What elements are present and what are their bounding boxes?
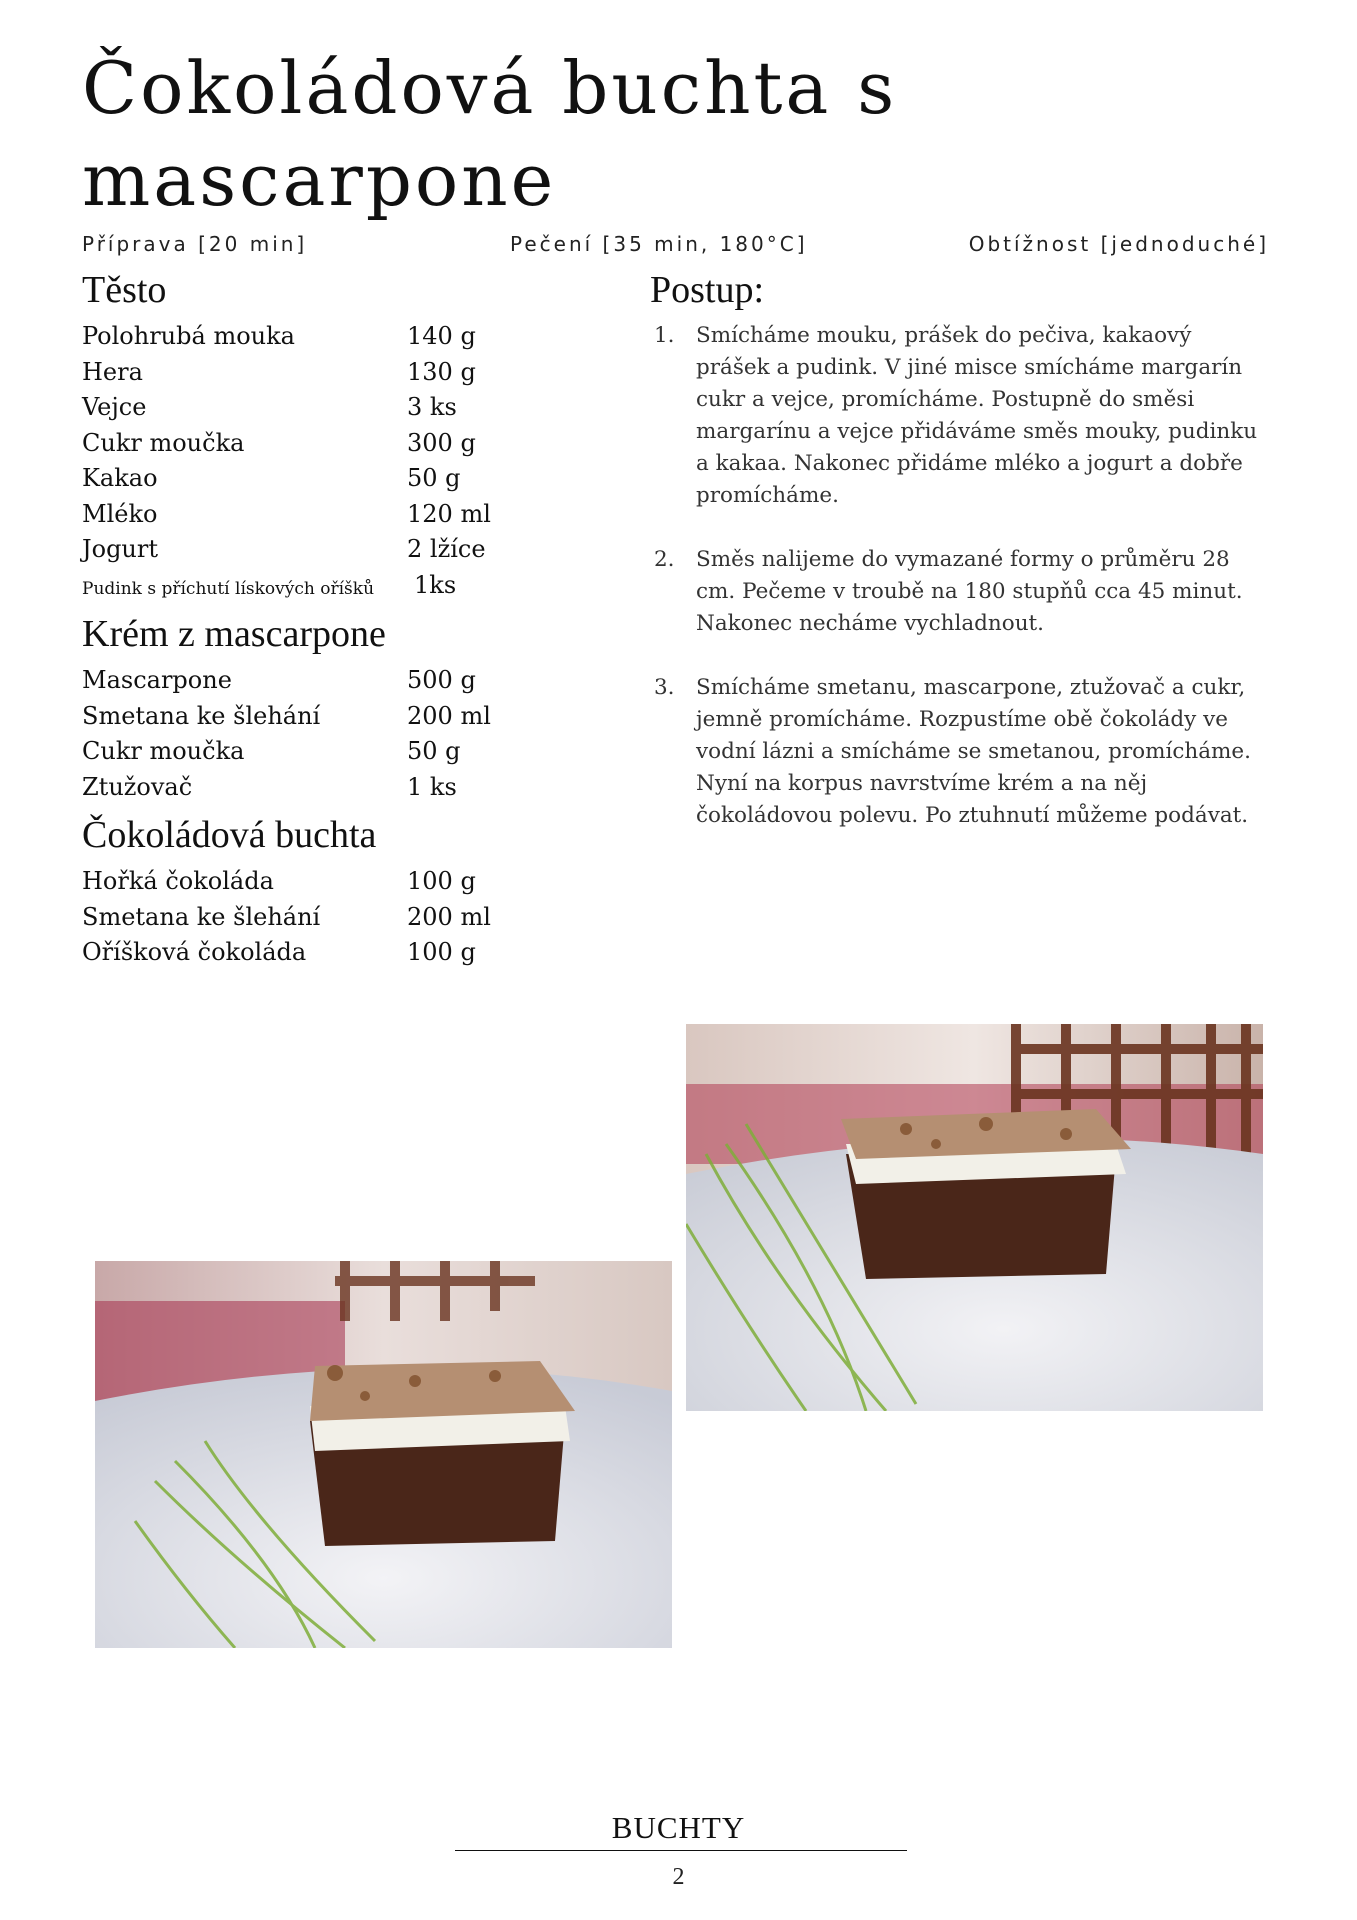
- ingredient-row: [82, 867, 522, 903]
- difficulty: Obtížnost [jednoduché]: [968, 232, 1269, 256]
- ingredient-name: Cukr moučka: [82, 737, 245, 765]
- ingredient-name: Ztužovač: [82, 772, 193, 801]
- krem-heading: Krém z mascarpone: [82, 613, 386, 655]
- cake-photo-right-image: [686, 1024, 1263, 1411]
- buchta-ingredient-list: [82, 867, 522, 974]
- step-item: [650, 672, 1260, 832]
- bake-time: Pečení [35 min, 180°C]: [510, 232, 808, 256]
- step-number: 1.: [654, 323, 675, 348]
- ingredient-row: [82, 903, 522, 939]
- testo-ingredient-list: [82, 322, 522, 606]
- ingredient-qty: 100 g: [407, 938, 476, 966]
- ingredient-row: [82, 737, 522, 773]
- ingredient-qty: 130 g: [407, 357, 476, 386]
- testo-heading: Těsto: [82, 269, 167, 311]
- recipe-title-line2: mascarpone: [82, 138, 557, 222]
- footer-category: BUCHTY: [611, 1810, 746, 1845]
- buchta-heading: Čokoládová buchta: [82, 814, 377, 856]
- ingredient-qty: 200 ml: [407, 701, 491, 730]
- step-number: 3.: [654, 675, 675, 700]
- ingredient-qty: 50 g: [407, 464, 461, 492]
- ingredient-row: [82, 358, 522, 394]
- ingredient-row: [82, 464, 522, 500]
- ingredient-row: [82, 322, 522, 358]
- ingredient-row: [82, 938, 522, 974]
- ingredient-name: Polohrubá mouka: [82, 322, 295, 350]
- ingredient-name: Cukr moučka: [82, 428, 245, 457]
- ingredient-qty: 50 g: [407, 737, 461, 765]
- krem-ingredient-list: [82, 666, 522, 808]
- cake-photo-right: [686, 1024, 1263, 1411]
- step-text: Směs nalijeme do vymazané formy o průměru 28 cm. Pečeme v troubě na 180 stupňů cca 45 minut. Nakonec necháme vychladnout.: [696, 547, 1243, 636]
- ingredient-row: [82, 773, 522, 809]
- step-item: [650, 544, 1260, 640]
- ingredient-name: Vejce: [82, 393, 147, 421]
- ingredient-name: Oříšková čokoláda: [82, 938, 307, 966]
- ingredient-qty: 1ks: [414, 570, 457, 599]
- ingredient-row: [82, 535, 522, 571]
- ingredient-qty: 300 g: [407, 428, 476, 457]
- steps-list: [650, 320, 1260, 864]
- page-number: 2: [672, 1864, 685, 1890]
- ingredient-name: Smetana ke šlehání: [82, 701, 321, 730]
- cake-photo-left-image: [95, 1261, 672, 1648]
- ingredient-row: [82, 702, 522, 738]
- ingredient-qty: 2 lžíce: [407, 535, 486, 563]
- recipe-title-line1: Čokoládová buchta s: [82, 46, 898, 130]
- ingredient-qty: 3 ks: [407, 393, 457, 421]
- ingredient-name: Pudink s příchutí lískových oříšků: [82, 578, 375, 599]
- step-text: Smícháme mouku, prášek do pečiva, kakaový prášek a pudink. V jiné misce smícháme margarín cukr a vejce, promícháme. Postupně do směsi margarínu a vejce přidáváme směs mouky, pudinku a kakaa. Nakonec přidáme mléko a jogurt a dobře promícháme.: [696, 323, 1258, 508]
- footer-divider: [455, 1850, 907, 1851]
- ingredient-row: [82, 500, 522, 536]
- ingredient-qty: 140 g: [407, 322, 476, 350]
- ingredient-name: Hořká čokoláda: [82, 867, 274, 895]
- ingredient-qty: 200 ml: [407, 902, 491, 931]
- ingredient-name: Mascarpone: [82, 666, 232, 694]
- prep-time: Příprava [20 min]: [82, 232, 308, 256]
- step-number: 2.: [654, 547, 675, 572]
- ingredient-qty: 120 ml: [407, 499, 491, 528]
- ingredient-name: Jogurt: [82, 535, 159, 563]
- ingredient-row: [82, 571, 522, 607]
- postup-heading: Postup:: [650, 269, 765, 311]
- ingredient-qty: 1 ks: [407, 772, 457, 801]
- ingredient-qty: 500 g: [407, 666, 476, 694]
- ingredient-name: Kakao: [82, 464, 158, 492]
- recipe-title: [82, 42, 1082, 226]
- ingredient-name: Hera: [82, 357, 143, 386]
- ingredient-name: Smetana ke šlehání: [82, 902, 321, 931]
- step-text: Smícháme smetanu, mascarpone, ztužovač a cukr, jemně promícháme. Rozpustíme obě čokolády ve vodní lázni a smícháme se smetanou, promícháme. Nyní na korpus navrstvíme krém a na něj čokoládovou polevu. Po ztuhnutí můžeme podávat.: [696, 675, 1251, 828]
- ingredient-row: [82, 429, 522, 465]
- cake-photo-left: [95, 1261, 672, 1648]
- ingredient-qty: 100 g: [407, 867, 476, 895]
- step-item: [650, 320, 1260, 512]
- ingredient-name: Mléko: [82, 499, 158, 528]
- ingredient-row: [82, 393, 522, 429]
- ingredient-row: [82, 666, 522, 702]
